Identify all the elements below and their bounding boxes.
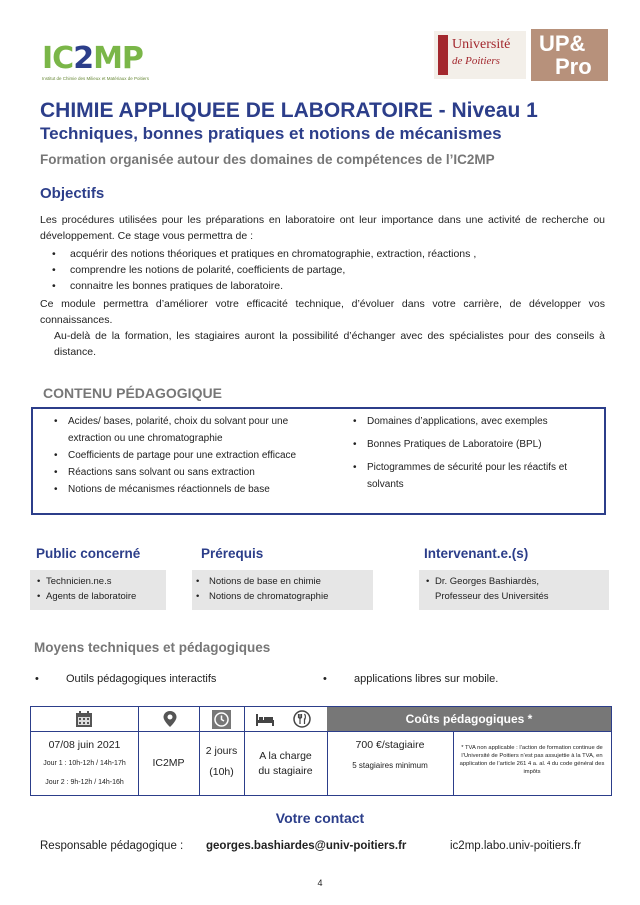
day2-schedule: Jour 2 : 9h-12h / 14h-16h — [45, 779, 124, 786]
moyens-heading: Moyens techniques et pédagogiques — [34, 640, 271, 655]
info-table — [30, 706, 612, 796]
lodging-line1: A la charge — [259, 750, 312, 762]
list-item: • acquérir des notions théoriques et pratiques en chromatographie, extraction, réactions , — [50, 246, 476, 262]
contenu-left-list — [51, 413, 306, 498]
contact-label: Responsable pédagogique : — [40, 840, 184, 852]
duration-line2: (10h) — [209, 766, 234, 778]
contact-website[interactable]: ic2mp.labo.univ-poitiers.fr — [450, 840, 582, 852]
clock-icon — [212, 710, 231, 729]
price-cell: 700 €/stagiaire — [355, 739, 425, 751]
ic2mp-logo — [42, 41, 150, 81]
duration-line1: 2 jours — [205, 745, 238, 757]
moyens-item: applications libres sur mobile. — [354, 673, 499, 685]
university-crest-icon — [438, 35, 448, 75]
page-title: CHIMIE APPLIQUEE DE LABORATOIRE - Niveau 1 — [40, 99, 538, 122]
objectifs-intro: Les procédures utilisées pour les préparations en laboratoire ont leur importance dans une activité de recherche ou développement. Ce stage vous permettra de : — [40, 214, 605, 242]
list-item: • Notions de mécanismes réactionnels de base — [51, 481, 306, 498]
contenu-heading: CONTENU PÉDAGOGIQUE — [43, 385, 222, 401]
intervenant-role: Professeur des Universités — [435, 591, 549, 602]
list-item: • Notions de base en chimie — [192, 574, 373, 589]
min-attendees: 5 stagiaires minimum — [352, 761, 428, 770]
list-item: • Pictogrammes de sécurité pour les réactifs et solvants — [350, 459, 590, 493]
list-item: • connaitre les bonnes pratiques de laboratoire. — [50, 278, 476, 294]
list-item: • Bonnes Pratiques de Laboratoire (BPL) — [350, 436, 590, 453]
location-pin-icon — [162, 710, 178, 728]
list-item: • Réactions sans solvant ou sans extraction — [51, 464, 306, 481]
universite-poitiers-logo — [434, 31, 526, 79]
objectifs-module-text: Ce module permettra d’améliorer votre efficacité technique, d’évoluer dans votre carrière, de développer vos connaissances. — [40, 298, 605, 326]
tva-note: * TVA non applicable : l’action de formation continue de l’Université de Poitiers n’est pas assujettie à la TVA, en application de l’article 261 4 a. al. 4 du code général des impôts — [459, 745, 605, 775]
contenu-right-list — [350, 413, 590, 493]
calendar-icon — [75, 710, 93, 728]
public-heading: Public concerné — [36, 546, 141, 561]
moyens-item: Outils pédagogiques interactifs — [66, 673, 217, 685]
objectifs-closing: Au-delà de la formation, les stagiaires auront la possibilité d’échanger avec des spécialistes pour des conseils à distance. — [54, 330, 605, 358]
bullet: • — [323, 673, 327, 685]
objectifs-heading: Objectifs — [40, 185, 105, 202]
cost-heading: Coûts pédagogiques * — [327, 707, 611, 731]
contact-heading: Votre contact — [275, 810, 365, 826]
list-item: • Domaines d’applications, avec exemples — [350, 413, 590, 430]
objectifs-list — [50, 246, 476, 294]
ic2mp-logo-part1: IC — [42, 41, 74, 76]
list-item: • Coefficients de partage pour une extraction efficace — [51, 447, 306, 464]
universite-logo-line1: Université — [452, 37, 511, 52]
uppro-logo-line1: UP& — [539, 31, 586, 56]
public-box — [30, 570, 166, 610]
page-tagline: Formation organisée autour des domaines de compétences de l’IC2MP — [40, 152, 495, 167]
prerequis-box — [192, 570, 373, 610]
page-subtitle: Techniques, bonnes pratiques et notions de mécanismes — [40, 124, 502, 143]
list-item: • Agents de laboratoire — [36, 589, 166, 604]
contenu-box — [31, 407, 606, 515]
contact-email[interactable]: georges.bashiardes@univ-poitiers.fr — [206, 840, 407, 852]
intervenant-heading: Intervenant.e.(s) — [424, 546, 529, 561]
day1-schedule: Jour 1 : 10h-12h / 14h-17h — [43, 760, 126, 767]
page-number: 4 — [317, 878, 323, 888]
bullet: • — [35, 673, 39, 685]
lodging-line2: du stagiaire — [258, 765, 313, 777]
intervenant-box — [419, 570, 609, 610]
location-cell: IC2MP — [152, 757, 185, 769]
ic2mp-logo-subtitle: Institut de Chimie des Milieux et Matériaux de Poitiers — [42, 76, 150, 81]
dates-cell: 07/08 juin 2021 — [48, 739, 121, 751]
uppro-logo — [531, 29, 608, 81]
meal-icon — [293, 710, 311, 728]
uppro-logo-line2: Pro — [555, 54, 592, 79]
intervenant-name: • Dr. Georges Bashiardès, — [425, 574, 609, 589]
prerequis-heading: Prérequis — [201, 546, 264, 561]
ic2mp-logo-part3: MP — [93, 41, 143, 76]
list-item: • comprendre les notions de polarité, coefficients de partage, — [50, 262, 476, 278]
ic2mp-logo-part2: 2 — [73, 41, 94, 76]
universite-logo-line2: de Poitiers — [452, 55, 500, 67]
list-item: • Technicien.ne.s — [36, 574, 166, 589]
bed-icon — [255, 711, 275, 727]
list-item: • Notions de chromatographie — [192, 589, 373, 604]
list-item: • Acides/ bases, polarité, choix du solvant pour une extraction ou une chromatographie — [51, 413, 306, 447]
